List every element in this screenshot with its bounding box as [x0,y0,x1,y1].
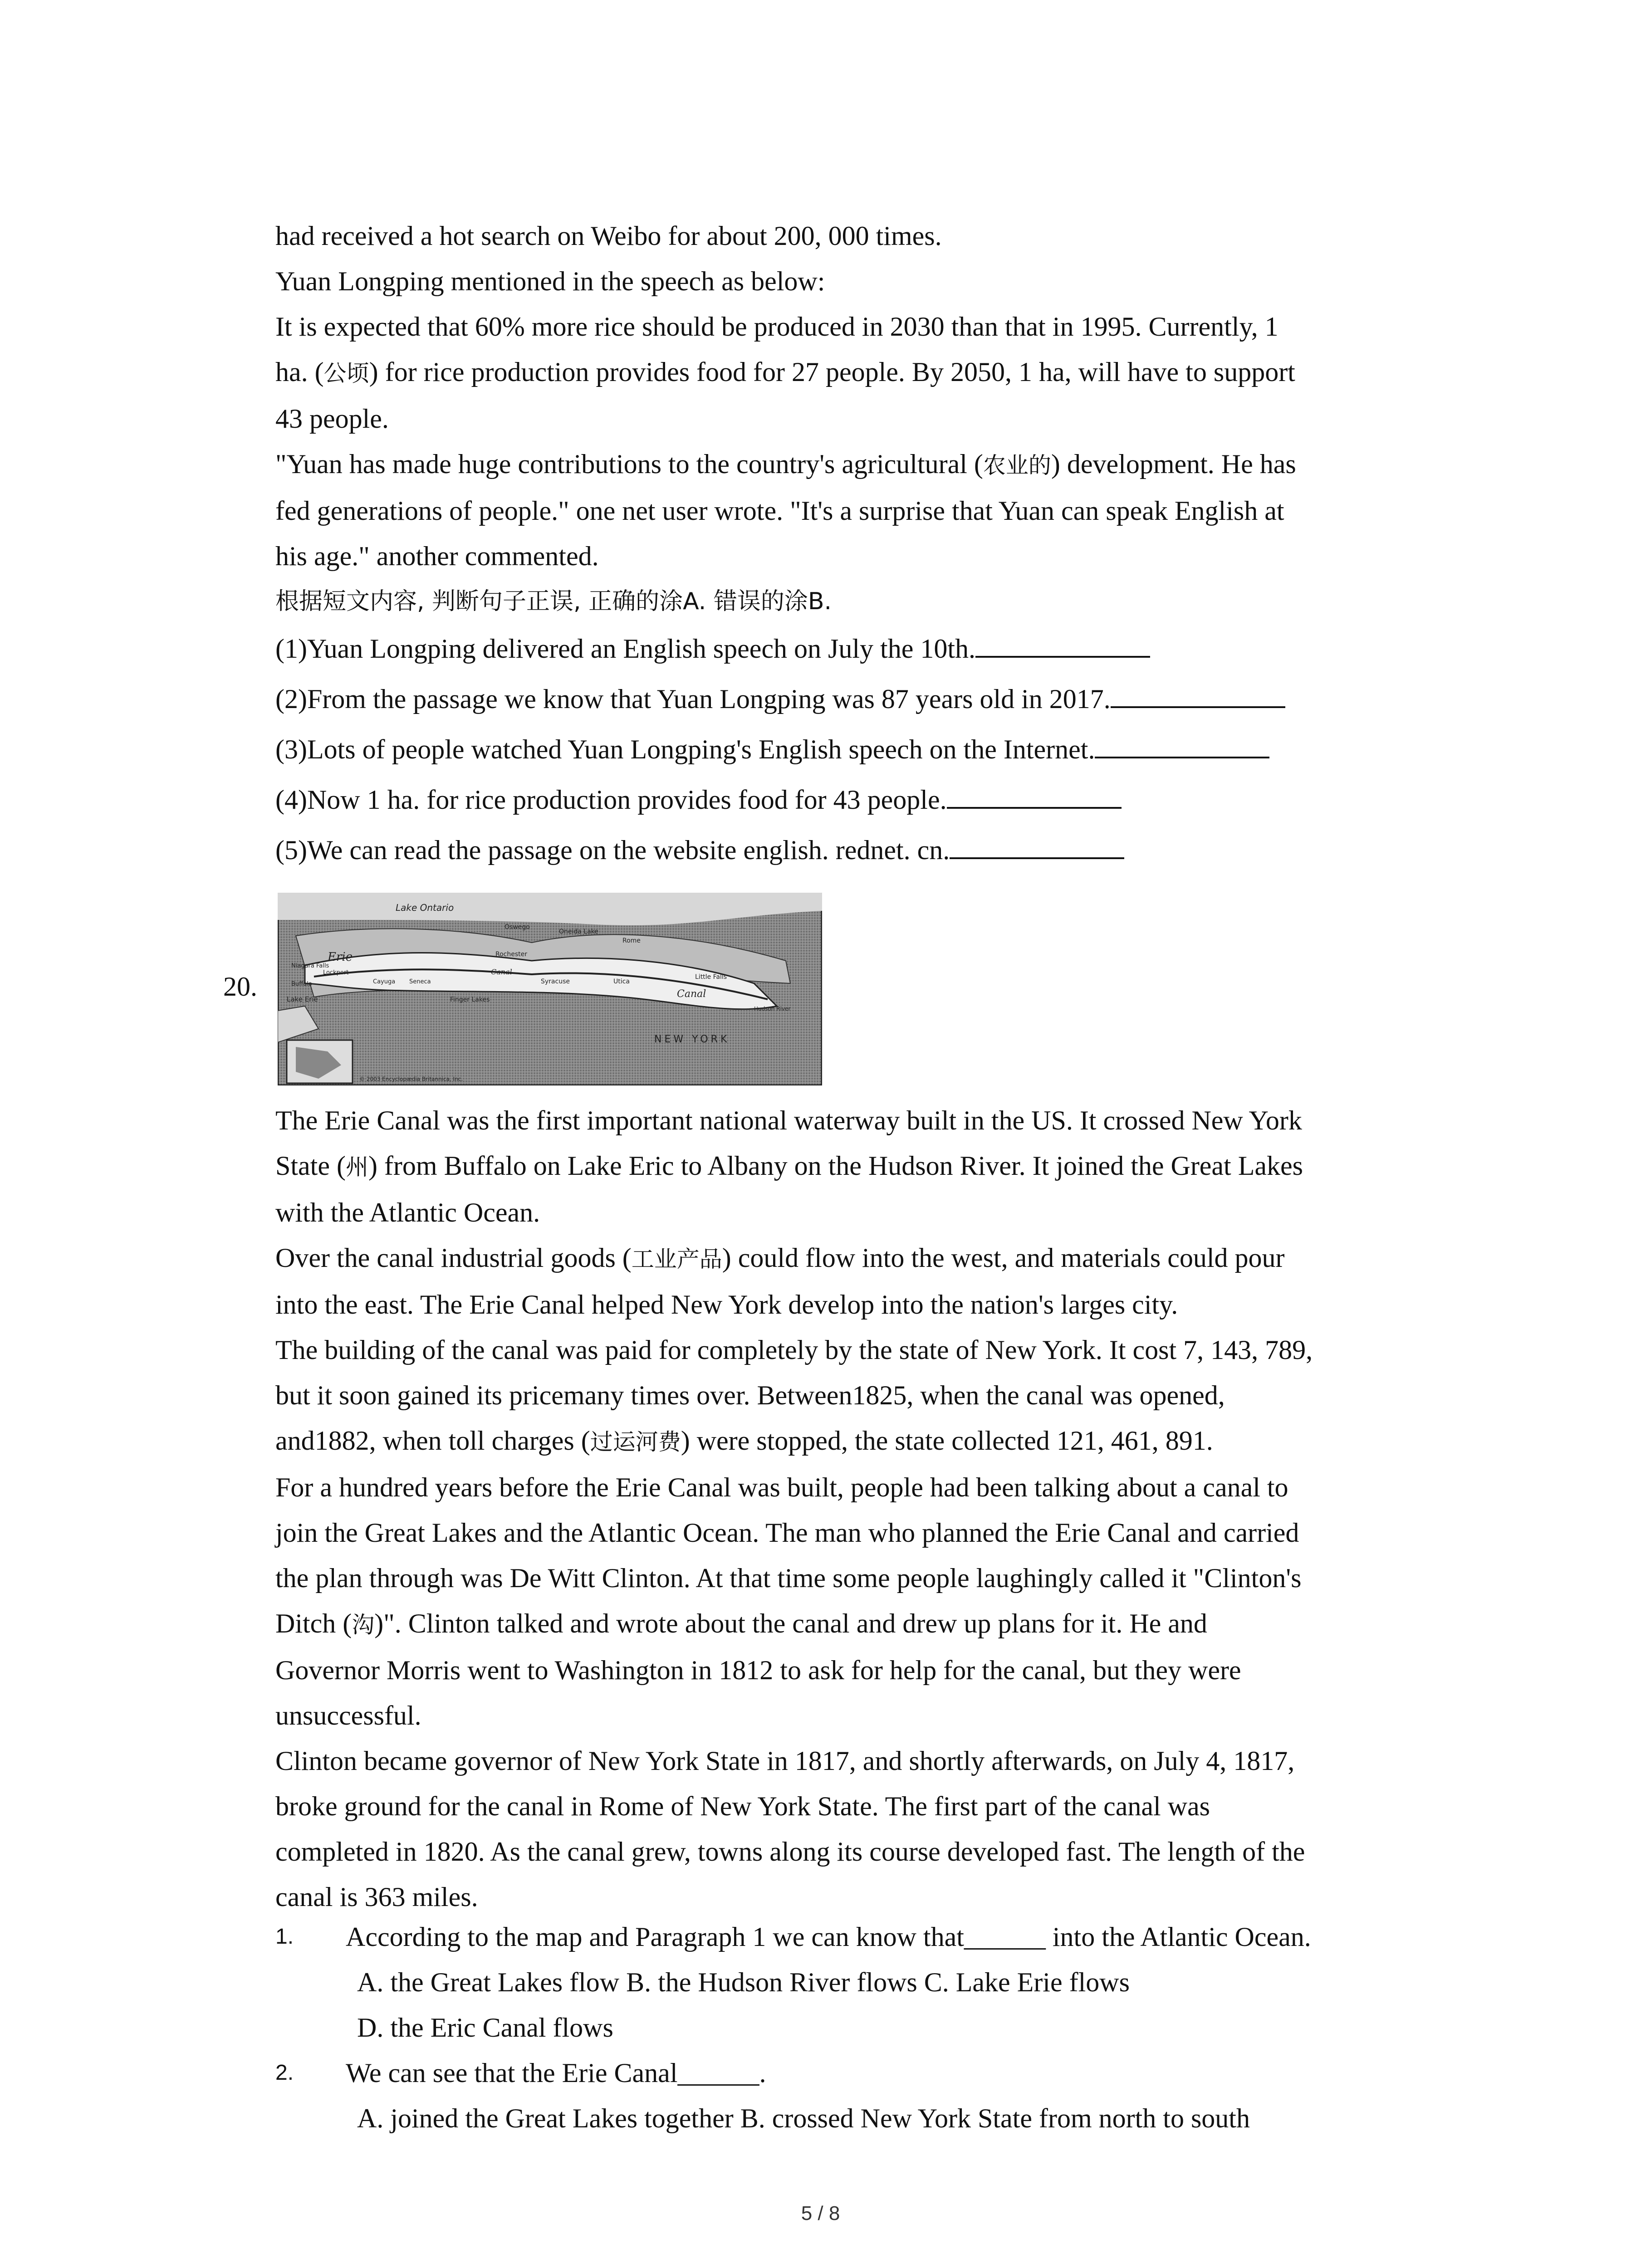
question-index: 1. [275,1925,294,1949]
answer-options[interactable]: A. the Great Lakes flow B. the Hudson River flows C. Lake Erie flows [357,1967,1130,1997]
reading-passage-erie [275,1098,1455,1920]
text-line: 43 people. [275,404,389,434]
answer-blank[interactable] [1095,729,1269,758]
answer-options[interactable]: D. the Eric Canal flows [357,2013,613,2043]
map-label: Canal [491,968,512,976]
mc-question [275,1914,1455,1960]
map-label: Lake Ontario [396,902,454,913]
text-line: The Erie Canal was the first important national waterway built in the US. It crossed New York [275,1105,1302,1135]
judgment-item: (1)Yuan Longping delivered an English speech on July the 10th. [275,624,1437,674]
text-line: into the east. The Erie Canal helped New York develop into the nation's larges city. [275,1290,1178,1320]
text-line: Clinton became governor of New York State in 1817, and shortly afterwards, on July 4, 1817, [275,1746,1295,1776]
map-label: Oswego [505,924,530,931]
judgment-list [275,624,1437,875]
answer-blank[interactable] [950,830,1124,859]
map-label: Hudson River [754,1006,791,1012]
judgment-item: (3)Lots of people watched Yuan Longping's English speech on the Internet. [275,724,1437,775]
text-line: For a hundred years before the Erie Canal was built, people had been talking about a canal to [275,1472,1288,1502]
text-line: The building of the canal was paid for completely by the state of New York. It cost 7, 143, 789, [275,1335,1313,1365]
text-line: unsuccessful. [275,1701,421,1730]
text-line: his age." another commented. [275,541,599,571]
map-label: Lockport [323,969,349,976]
question-stem: We can see that the Erie Canal______. [346,2058,766,2088]
page-number: 5 / 8 [801,2202,840,2224]
map-label: Lake Erie [287,995,318,1003]
text-line: Governor Morris went to Washington in 1812 to ask for help for the canal, but they were [275,1655,1241,1685]
map-label: Finger Lakes [450,996,490,1003]
text-line: fed generations of people." one net user wrote. "It's a surprise that Yuan can speak English at [275,496,1284,526]
map-label: Canal [677,988,706,1000]
text-line: and1882, when toll charges (过运河费) were stopped, the state collected 121, 461, 891. [275,1426,1213,1456]
text-line: It is expected that 60% more rice should be produced in 2030 than that in 1995. Currently, 1 [275,312,1279,342]
map-label: Seneca [409,978,431,985]
judgment-item: (2)From the passage we know that Yuan Longping was 87 years old in 2017. [275,674,1437,724]
map-credit: © 2003 Encyclopædia Britannica, Inc. [359,1076,463,1082]
text-line: the plan through was De Witt Clinton. At that time some people laughingly called it "Clinton's [275,1563,1302,1593]
text-line: join the Great Lakes and the Atlantic Ocean. The man who planned the Erie Canal and carried [275,1518,1299,1548]
text-line: Yuan Longping mentioned in the speech as below: [275,266,825,296]
question-stem: According to the map and Paragraph 1 we can know that______ into the Atlantic Ocean. [346,1922,1311,1952]
answer-blank[interactable] [1111,679,1285,708]
text-line: Ditch (沟)". Clinton talked and wrote about the canal and drew up plans for it. He and [275,1608,1207,1638]
question-index: 2. [275,2061,294,2085]
map-label: Niagara Falls [291,963,329,969]
text-line: broke ground for the canal in Rome of New York State. The first part of the canal was [275,1791,1210,1821]
map-label: Erie [328,950,353,964]
text-line: State (州) from Buffalo on Lake Eric to Albany on the Hudson River. It joined the Great Lakes [275,1151,1303,1181]
map-label: Buffalo [291,981,312,987]
erie-canal-map [278,893,822,1085]
answer-blank[interactable] [975,629,1150,658]
judgment-item: (4)Now 1 ha. for rice production provides food for 43 people. [275,775,1437,825]
map-label: Syracuse [541,978,570,985]
instruction-line: 根据短文内容, 判断句子正误, 正确的涂A. 错误的涂B. [275,588,832,615]
text-line: "Yuan has made huge contributions to the country's agricultural (农业的) development. He has [275,449,1296,479]
map-label: Oneida Lake [559,928,598,935]
text-line: with the Atlantic Ocean. [275,1198,540,1227]
reading-passage-top [275,213,1437,624]
question-number: 20. [223,972,257,1002]
text-line: had received a hot search on Weibo for about 200, 000 times. [275,221,942,251]
text-line: completed in 1820. As the canal grew, towns along its course developed fast. The length of the [275,1837,1305,1867]
text-line: canal is 363 miles. [275,1882,478,1912]
text-line: but it soon gained its pricemany times over. Between1825, when the canal was opened, [275,1380,1225,1410]
mc-question [275,2050,1455,2096]
map-label: Utica [613,978,630,985]
answer-options[interactable]: A. joined the Great Lakes together B. crossed New York State from north to south [357,2103,1250,2133]
judgment-item: (5)We can read the passage on the website english. rednet. cn. [275,825,1437,875]
map-label: Rochester [495,951,527,958]
map-label: Cayuga [373,978,396,985]
map-label: Rome [622,937,641,944]
text-line: Over the canal industrial goods (工业产品) could flow into the west, and materials could pour [275,1243,1285,1273]
text-line: ha. (公顷) for rice production provides food for 27 people. By 2050, 1 ha, will have to support [275,357,1295,387]
map-label: Little Falls [695,973,727,981]
answer-blank[interactable] [947,780,1122,809]
map-label: NEW YORK [654,1034,730,1045]
mc-question-list [275,1914,1455,2141]
